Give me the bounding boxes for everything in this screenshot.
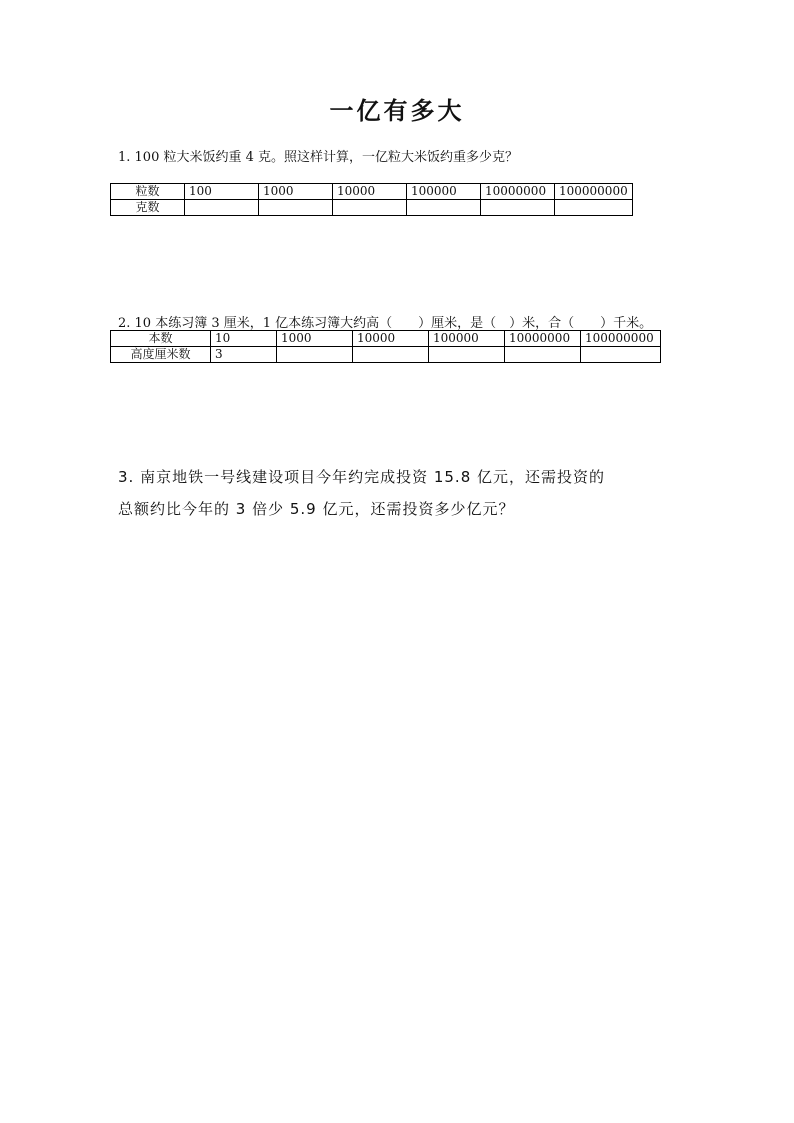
table-cell[interactable] xyxy=(185,200,259,216)
table-cell: 1000 xyxy=(259,184,333,200)
table-cell[interactable] xyxy=(581,347,661,363)
question-1-table xyxy=(110,183,633,216)
table-cell: 1000 xyxy=(277,331,353,347)
table-row xyxy=(111,184,633,200)
table-cell: 100000 xyxy=(407,184,481,200)
table-cell: 10000000 xyxy=(505,331,581,347)
table-cell: 100000000 xyxy=(555,184,633,200)
table-cell[interactable] xyxy=(505,347,581,363)
question-1-text: 1. 100 粒大米饭约重 4 克。照这样计算，一亿粒大米饭约重多少克？ xyxy=(118,150,519,165)
table-cell: 10000000 xyxy=(481,184,555,200)
question-2-table xyxy=(110,330,661,363)
question-2-text: 2. 10 本练习簿 3 厘米，1 亿本练习簿大约高（ ）厘米，是（ ）米，合（ ）千米。 xyxy=(118,316,653,331)
table-cell[interactable] xyxy=(277,347,353,363)
table-cell[interactable] xyxy=(429,347,505,363)
table-cell: 克数 xyxy=(111,200,185,216)
table-cell: 100 xyxy=(185,184,259,200)
table-cell: 10000 xyxy=(353,331,429,347)
table-cell: 100000000 xyxy=(581,331,661,347)
table-cell[interactable] xyxy=(555,200,633,216)
table-cell: 粒数 xyxy=(111,184,185,200)
table-cell[interactable] xyxy=(259,200,333,216)
question-3-line-1: 3. 南京地铁一号线建设项目今年约完成投资 15.8 亿元，还需投资的 xyxy=(118,468,606,486)
table-cell: 10 xyxy=(211,331,277,347)
table-cell[interactable] xyxy=(333,200,407,216)
table-cell: 3 xyxy=(211,347,277,363)
table-cell: 10000 xyxy=(333,184,407,200)
table-row xyxy=(111,200,633,216)
table-row xyxy=(111,347,661,363)
table-cell[interactable] xyxy=(481,200,555,216)
table-cell: 高度厘米数 xyxy=(111,347,211,363)
table-row xyxy=(111,331,661,347)
question-3-line-2: 总额约比今年的 3 倍少 5.9 亿元，还需投资多少亿元？ xyxy=(118,500,515,518)
table-cell: 本数 xyxy=(111,331,211,347)
table-cell[interactable] xyxy=(353,347,429,363)
table-cell[interactable] xyxy=(407,200,481,216)
page-title: 一亿有多大 xyxy=(329,97,465,125)
table-cell: 100000 xyxy=(429,331,505,347)
